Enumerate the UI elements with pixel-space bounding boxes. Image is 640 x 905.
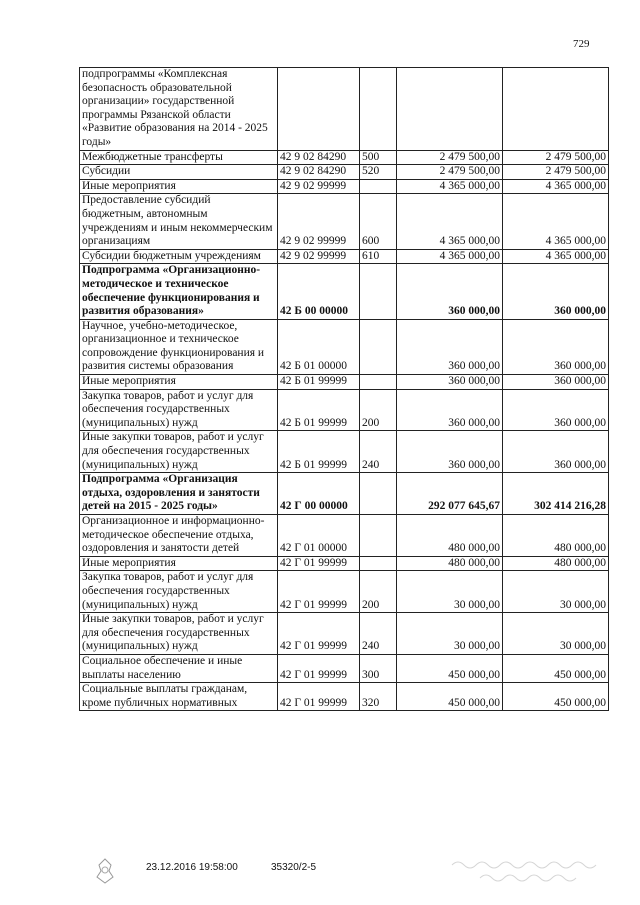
row-type-cell: 200 [360,571,397,613]
row-name-cell: Закупка товаров, работ и услуг для обеспечения государственных (муниципальных) нужд [80,389,278,431]
row-type-cell: 240 [360,431,397,473]
row-value-2015-cell: 292 077 645,67 [397,473,503,515]
row-value-2016-cell: 4 365 000,00 [503,249,609,264]
row-name-cell: Научное, учебно-методическое, организационное и техническое сопровождение функционирования и развития системы образования [80,319,278,374]
row-value-2015-cell: 360 000,00 [397,431,503,473]
table-row [80,194,609,249]
table-row [80,165,609,180]
row-code-cell: 42 9 02 99999 [278,194,360,249]
stamp-logo-icon [94,857,116,885]
row-type-cell [360,515,397,557]
row-value-2016-cell: 360 000,00 [503,431,609,473]
footer-date: 23.12.2016 19:58:00 [146,862,238,873]
row-code-cell [278,68,360,151]
row-type-cell [360,179,397,194]
row-value-2015-cell: 4 365 000,00 [397,249,503,264]
row-value-2015-cell: 4 365 000,00 [397,179,503,194]
row-code-cell: 42 Б 01 99999 [278,389,360,431]
table-row [80,683,609,711]
row-code-cell: 42 Б 01 00000 [278,319,360,374]
row-value-2016-cell: 4 365 000,00 [503,194,609,249]
table-row [80,264,609,319]
row-type-cell [360,68,397,151]
row-type-cell [360,319,397,374]
row-value-2015-cell: 450 000,00 [397,654,503,682]
row-type-cell: 610 [360,249,397,264]
row-value-2015-cell: 360 000,00 [397,389,503,431]
budget-table-body [80,68,609,711]
row-value-2015-cell: 360 000,00 [397,264,503,319]
row-value-2015-cell: 2 479 500,00 [397,165,503,180]
row-value-2016-cell: 360 000,00 [503,375,609,390]
row-value-2016-cell: 450 000,00 [503,654,609,682]
table-row [80,150,609,165]
row-name-cell: Иные мероприятия [80,556,278,571]
row-name-cell: Иные закупки товаров, работ и услуг для обеспечения государственных (муниципальных) нужд [80,613,278,655]
row-name-cell: Межбюджетные трансферты [80,150,278,165]
row-value-2016-cell: 480 000,00 [503,556,609,571]
row-code-cell: 42 Б 01 99999 [278,431,360,473]
row-code-cell: 42 9 02 84290 [278,165,360,180]
table-row [80,613,609,655]
row-value-2016-cell: 360 000,00 [503,319,609,374]
row-code-cell: 42 Г 01 00000 [278,515,360,557]
row-name-cell: Иные мероприятия [80,179,278,194]
row-name-cell: Предоставление субсидий бюджетным, автономным учреждениям и иным некоммерческим организациям [80,194,278,249]
row-value-2016-cell: 480 000,00 [503,515,609,557]
row-code-cell: 42 Б 01 99999 [278,375,360,390]
row-name-cell: Иные закупки товаров, работ и услуг для обеспечения государственных (муниципальных) нужд [80,431,278,473]
row-type-cell: 600 [360,194,397,249]
row-type-cell: 520 [360,165,397,180]
row-value-2016-cell: 4 365 000,00 [503,179,609,194]
row-type-cell [360,264,397,319]
row-value-2016-cell: 30 000,00 [503,571,609,613]
footer-doc-number: 35320/2-5 [271,862,317,873]
row-type-cell: 240 [360,613,397,655]
table-row [80,473,609,515]
budget-table [79,67,609,711]
row-name-cell: Подпрограмма «Организационно-методическое и техническое обеспечение функционирования и развития образования» [80,264,278,319]
row-code-cell: 42 Б 00 00000 [278,264,360,319]
row-code-cell: 42 9 02 84290 [278,150,360,165]
table-row [80,431,609,473]
row-code-cell: 42 9 02 99999 [278,249,360,264]
row-type-cell: 200 [360,389,397,431]
row-type-cell [360,473,397,515]
row-name-cell: Иные мероприятия [80,375,278,390]
row-type-cell [360,556,397,571]
row-value-2015-cell: 2 479 500,00 [397,150,503,165]
table-row [80,179,609,194]
row-value-2016-cell: 2 479 500,00 [503,165,609,180]
table-row [80,389,609,431]
row-value-2016-cell: 450 000,00 [503,683,609,711]
table-row [80,375,609,390]
table-row [80,654,609,682]
row-name-cell: Закупка товаров, работ и услуг для обеспечения государственных (муниципальных) нужд [80,571,278,613]
row-value-2015-cell: 4 365 000,00 [397,194,503,249]
row-value-2015-cell: 30 000,00 [397,571,503,613]
row-name-cell: подпрограммы «Комплексная безопасность образовательной организации» государственной программы Рязанской области «Развитие образования на 2014 - 2025 годы» [80,68,278,151]
row-name-cell: Субсидии бюджетным учреждениям [80,249,278,264]
row-value-2015-cell: 30 000,00 [397,613,503,655]
row-code-cell: 42 Г 01 99999 [278,571,360,613]
table-row [80,319,609,374]
page-number: 729 [573,38,590,50]
row-name-cell: Социальное обеспечение и иные выплаты населению [80,654,278,682]
table-row [80,515,609,557]
row-type-cell: 320 [360,683,397,711]
row-code-cell: 42 Г 01 99999 [278,613,360,655]
row-type-cell: 500 [360,150,397,165]
row-value-2015-cell [397,68,503,151]
row-value-2015-cell: 360 000,00 [397,375,503,390]
row-code-cell: 42 Г 01 99999 [278,556,360,571]
row-code-cell: 42 9 02 99999 [278,179,360,194]
table-row [80,556,609,571]
row-value-2016-cell: 302 414 216,28 [503,473,609,515]
row-type-cell: 300 [360,654,397,682]
row-name-cell: Субсидии [80,165,278,180]
table-row [80,571,609,613]
table-row [80,249,609,264]
row-value-2015-cell: 480 000,00 [397,515,503,557]
row-name-cell: Социальные выплаты гражданам, кроме публичных нормативных [80,683,278,711]
row-code-cell: 42 Г 00 00000 [278,473,360,515]
row-value-2015-cell: 480 000,00 [397,556,503,571]
row-value-2015-cell: 360 000,00 [397,319,503,374]
table-row [80,68,609,151]
row-type-cell [360,375,397,390]
watermark-stamp [450,856,600,884]
row-value-2016-cell: 360 000,00 [503,264,609,319]
row-code-cell: 42 Г 01 99999 [278,683,360,711]
row-value-2016-cell: 2 479 500,00 [503,150,609,165]
row-name-cell: Подпрограмма «Организация отдыха, оздоровления и занятости детей на 2015 - 2025 годы» [80,473,278,515]
row-value-2016-cell: 30 000,00 [503,613,609,655]
row-name-cell: Организационное и информационно-методическое обеспечение отдыха, оздоровления и занятости детей [80,515,278,557]
row-value-2015-cell: 450 000,00 [397,683,503,711]
row-value-2016-cell [503,68,609,151]
row-value-2016-cell: 360 000,00 [503,389,609,431]
row-code-cell: 42 Г 01 99999 [278,654,360,682]
